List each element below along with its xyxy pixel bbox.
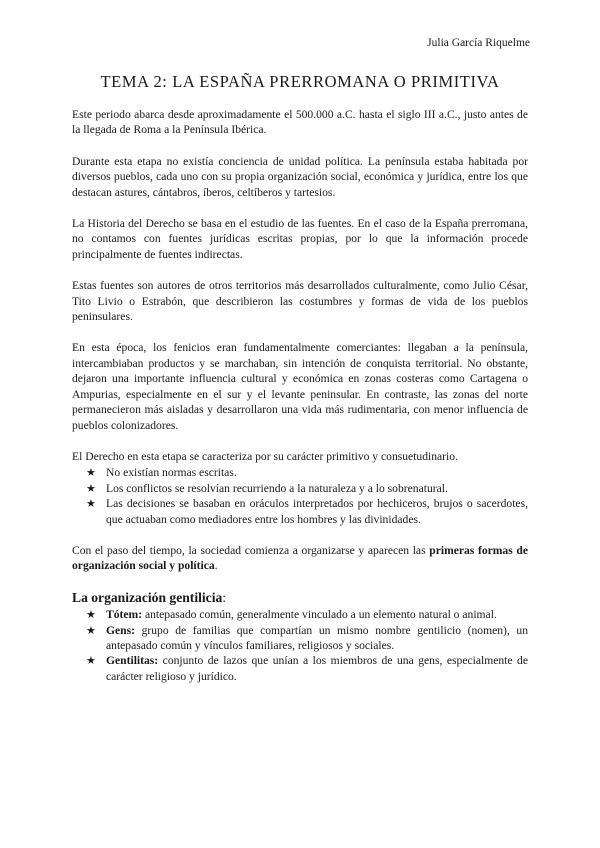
list-item: ★ Los conflictos se resolvían recurriendo a la naturaleza y a lo sobrenatural. bbox=[86, 481, 448, 495]
paragraph-closing: Con el paso del tiempo, la sociedad comienza a organizarse y aparecen las primeras formas de organización social y política. bbox=[72, 543, 528, 573]
section-heading-gentilicia: La organización gentilicia: bbox=[72, 589, 227, 605]
paragraph-peoples: Durante esta etapa no existía conciencia de unidad política. La península estaba habitada por diversos pueblos, cada uno con su propia organización social, económica y jurídica, entre los que destacan astures, cántabros, íberos, celtíberos y tartesios. bbox=[72, 154, 528, 199]
list-item: ★ Tótem: antepasado común, generalmente vinculado a un elemento natural o animal. bbox=[86, 608, 497, 622]
star-bullet-icon: ★ bbox=[86, 481, 96, 495]
paragraph-derecho: El Derecho en esta etapa se caracteriza por su carácter primitivo y consuetudinario. bbox=[72, 449, 458, 463]
paragraph-phoenicians: En esta época, los fenicios eran fundamentalmente comerciantes: llegaban a la península, intercambiaban productos y se marchaban, sin intención de conquista territorial. No obstante, dejaron una importante influencia cultural y económica en zonas costeras como Cartagena o Ampurias, especialmente en el sur y el levante peninsular. En contraste, las zonas del norte permanecieron más aisladas y desarrollaron una vida más rudimentaria, con menor influencia de pueblos colonizadores. bbox=[72, 341, 528, 432]
paragraph-period: Este periodo abarca desde aproximadamente el 500.000 a.C. hasta el siglo III a.C., justo antes de la llegada de Roma a la Península Ibérica. bbox=[72, 108, 528, 137]
term-gentilitas: Gentilitas: bbox=[106, 654, 159, 668]
list-item: ★ No existían normas escritas. bbox=[86, 466, 237, 480]
term-gens: Gens: bbox=[106, 623, 135, 637]
paragraph-authors: Estas fuentes son autores de otros territorios más desarrollados culturalmente, como Julio César, Tito Livio o Estrabón, que describieron las costumbres y formas de vida de los pueblos peninsulares. bbox=[72, 279, 528, 324]
page-title: TEMA 2: LA ESPAÑA PRERROMANA O PRIMITIVA bbox=[100, 72, 500, 91]
author-name: Julia García Riquelme bbox=[427, 37, 530, 49]
term-totem: Tótem: bbox=[106, 608, 143, 622]
paragraph-sources: La Historia del Derecho se basa en el estudio de las fuentes. En el caso de la España prerromana, no contamos con fuentes jurídicas escritas propias, por lo que la información procede principalmente de fuentes indirectas. bbox=[72, 217, 528, 261]
list-item: ★ Las decisiones se basaban en oráculos interpretados por hechiceros, brujos o sacerdotes, que actuaban como mediadores entre los hombres y las divinidades. bbox=[86, 497, 528, 526]
closing-emphasis: primeras formas de organización social y política bbox=[72, 543, 528, 573]
document-body bbox=[72, 107, 528, 684]
list-item: ★ Gens: grupo de familias que compartían un mismo nombre gentilicio (nomen), un antepasado común y vínculos familiares, religiosos y sociales. bbox=[86, 623, 528, 652]
list-item: ★ Gentilitas: conjunto de lazos que unían a los miembros de una gens, especialmente de carácter religioso y jurídico. bbox=[86, 654, 528, 683]
star-bullet-icon: ★ bbox=[86, 497, 96, 511]
star-bullet-icon: ★ bbox=[86, 466, 96, 480]
star-bullet-icon: ★ bbox=[86, 623, 96, 637]
star-bullet-icon: ★ bbox=[86, 654, 96, 668]
star-bullet-icon: ★ bbox=[86, 608, 96, 622]
gentilicia-list bbox=[72, 607, 528, 684]
derecho-list bbox=[72, 465, 528, 527]
